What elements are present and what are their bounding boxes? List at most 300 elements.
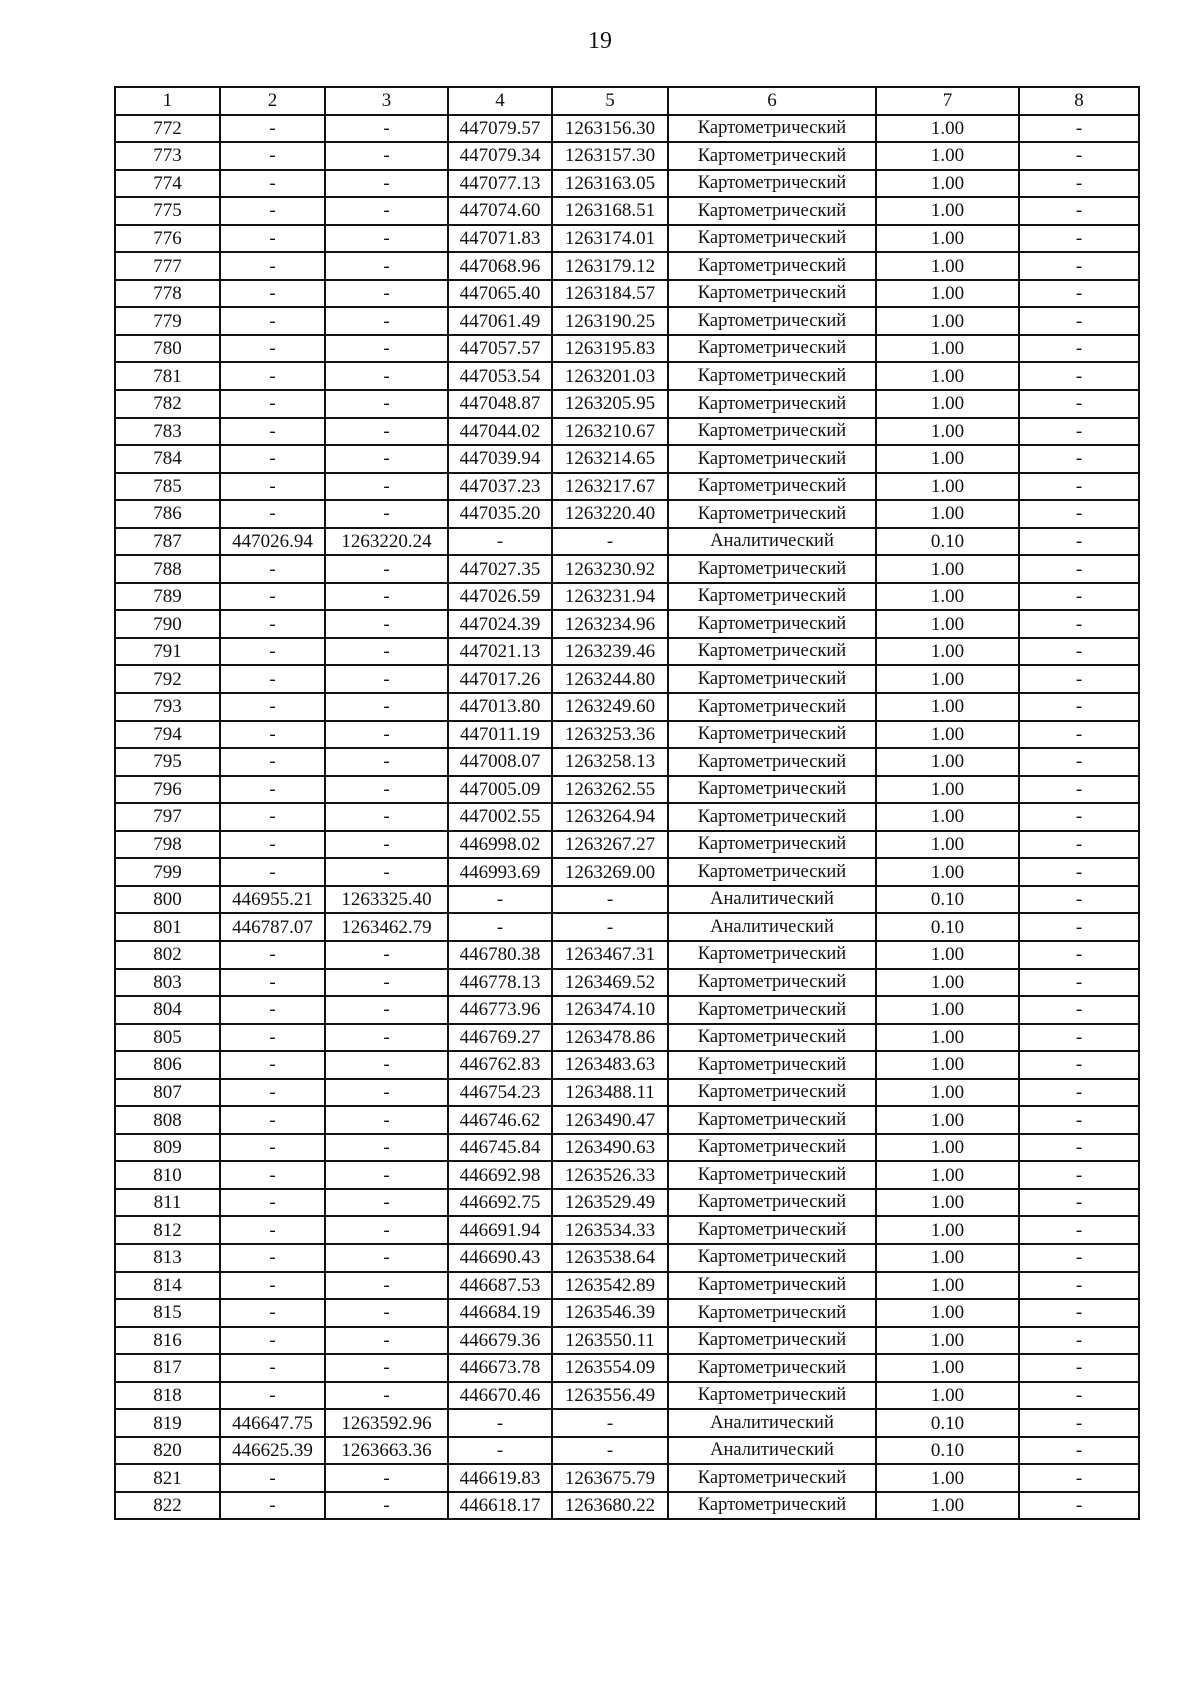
y-carto-cell: 1263490.47 bbox=[552, 1106, 668, 1134]
x-cell: 447026.94 bbox=[220, 528, 325, 556]
x-carto-cell: 447008.07 bbox=[448, 748, 552, 776]
accuracy-cell: 1.00 bbox=[876, 170, 1019, 198]
x-cell: - bbox=[220, 1244, 325, 1272]
x-cell: - bbox=[220, 1272, 325, 1300]
note-cell: - bbox=[1019, 610, 1139, 638]
accuracy-cell: 1.00 bbox=[876, 1134, 1019, 1162]
y-carto-cell: 1263529.49 bbox=[552, 1189, 668, 1217]
table-row bbox=[115, 252, 1139, 280]
accuracy-cell: 1.00 bbox=[876, 1024, 1019, 1052]
note-cell: - bbox=[1019, 528, 1139, 556]
note-cell: - bbox=[1019, 362, 1139, 390]
method-cell: Картометрический bbox=[668, 142, 876, 170]
accuracy-cell: 0.10 bbox=[876, 1409, 1019, 1437]
header-cell: 1 bbox=[115, 87, 220, 115]
x-carto-cell: - bbox=[448, 1437, 552, 1465]
note-cell: - bbox=[1019, 1464, 1139, 1492]
x-cell: - bbox=[220, 1299, 325, 1327]
method-cell: Картометрический bbox=[668, 1024, 876, 1052]
x-carto-cell: 446998.02 bbox=[448, 831, 552, 859]
x-cell: - bbox=[220, 362, 325, 390]
y-cell: - bbox=[325, 1244, 448, 1272]
note-cell: - bbox=[1019, 941, 1139, 969]
method-cell: Картометрический bbox=[668, 748, 876, 776]
x-carto-cell: 446993.69 bbox=[448, 858, 552, 886]
point-number-cell: 800 bbox=[115, 886, 220, 914]
y-carto-cell: 1263550.11 bbox=[552, 1327, 668, 1355]
point-number-cell: 784 bbox=[115, 445, 220, 473]
accuracy-cell: 1.00 bbox=[876, 748, 1019, 776]
y-carto-cell: 1263195.83 bbox=[552, 335, 668, 363]
point-number-cell: 775 bbox=[115, 197, 220, 225]
x-cell: - bbox=[220, 418, 325, 446]
y-carto-cell: 1263214.65 bbox=[552, 445, 668, 473]
table-row bbox=[115, 528, 1139, 556]
note-cell: - bbox=[1019, 390, 1139, 418]
note-cell: - bbox=[1019, 1354, 1139, 1382]
point-number-cell: 810 bbox=[115, 1161, 220, 1189]
y-carto-cell: - bbox=[552, 913, 668, 941]
x-cell: - bbox=[220, 335, 325, 363]
y-carto-cell: 1263201.03 bbox=[552, 362, 668, 390]
y-carto-cell: 1263244.80 bbox=[552, 665, 668, 693]
note-cell: - bbox=[1019, 1216, 1139, 1244]
y-cell: - bbox=[325, 418, 448, 446]
y-cell: - bbox=[325, 280, 448, 308]
table-row bbox=[115, 1161, 1139, 1189]
point-number-cell: 783 bbox=[115, 418, 220, 446]
x-carto-cell: 447074.60 bbox=[448, 197, 552, 225]
table-row bbox=[115, 280, 1139, 308]
x-carto-cell: 446745.84 bbox=[448, 1134, 552, 1162]
accuracy-cell: 1.00 bbox=[876, 115, 1019, 143]
x-cell: - bbox=[220, 555, 325, 583]
table-row bbox=[115, 142, 1139, 170]
method-cell: Картометрический bbox=[668, 473, 876, 501]
x-cell: - bbox=[220, 969, 325, 997]
method-cell: Картометрический bbox=[668, 280, 876, 308]
y-carto-cell: 1263490.63 bbox=[552, 1134, 668, 1162]
method-cell: Картометрический bbox=[668, 1382, 876, 1410]
accuracy-cell: 1.00 bbox=[876, 721, 1019, 749]
x-cell: - bbox=[220, 115, 325, 143]
table-row bbox=[115, 886, 1139, 914]
method-cell: Картометрический bbox=[668, 1244, 876, 1272]
y-cell: - bbox=[325, 1079, 448, 1107]
x-carto-cell: 446773.96 bbox=[448, 996, 552, 1024]
method-cell: Картометрический bbox=[668, 418, 876, 446]
y-carto-cell: - bbox=[552, 1409, 668, 1437]
point-number-cell: 802 bbox=[115, 941, 220, 969]
x-carto-cell: 447079.57 bbox=[448, 115, 552, 143]
method-cell: Картометрический bbox=[668, 1106, 876, 1134]
point-number-cell: 779 bbox=[115, 307, 220, 335]
table-row bbox=[115, 1382, 1139, 1410]
x-cell: - bbox=[220, 1106, 325, 1134]
method-cell: Аналитический bbox=[668, 1437, 876, 1465]
table-row bbox=[115, 225, 1139, 253]
point-number-cell: 803 bbox=[115, 969, 220, 997]
point-number-cell: 782 bbox=[115, 390, 220, 418]
y-cell: - bbox=[325, 1272, 448, 1300]
x-cell: - bbox=[220, 858, 325, 886]
table-row bbox=[115, 418, 1139, 446]
point-number-cell: 806 bbox=[115, 1051, 220, 1079]
x-cell: - bbox=[220, 500, 325, 528]
y-cell: - bbox=[325, 473, 448, 501]
accuracy-cell: 1.00 bbox=[876, 1492, 1019, 1520]
x-cell: - bbox=[220, 638, 325, 666]
note-cell: - bbox=[1019, 1106, 1139, 1134]
note-cell: - bbox=[1019, 252, 1139, 280]
note-cell: - bbox=[1019, 858, 1139, 886]
note-cell: - bbox=[1019, 1327, 1139, 1355]
method-cell: Картометрический bbox=[668, 1492, 876, 1520]
note-cell: - bbox=[1019, 583, 1139, 611]
y-cell: - bbox=[325, 555, 448, 583]
accuracy-cell: 1.00 bbox=[876, 1161, 1019, 1189]
table-row bbox=[115, 445, 1139, 473]
accuracy-cell: 0.10 bbox=[876, 886, 1019, 914]
header-cell: 8 bbox=[1019, 87, 1139, 115]
y-carto-cell: 1263239.46 bbox=[552, 638, 668, 666]
accuracy-cell: 1.00 bbox=[876, 1327, 1019, 1355]
x-carto-cell: 447044.02 bbox=[448, 418, 552, 446]
x-cell: - bbox=[220, 693, 325, 721]
header-cell: 6 bbox=[668, 87, 876, 115]
note-cell: - bbox=[1019, 142, 1139, 170]
x-carto-cell: 447071.83 bbox=[448, 225, 552, 253]
x-carto-cell: 447053.54 bbox=[448, 362, 552, 390]
method-cell: Картометрический bbox=[668, 1464, 876, 1492]
table-row bbox=[115, 1464, 1139, 1492]
accuracy-cell: 1.00 bbox=[876, 803, 1019, 831]
point-number-cell: 819 bbox=[115, 1409, 220, 1437]
note-cell: - bbox=[1019, 803, 1139, 831]
x-cell: - bbox=[220, 1464, 325, 1492]
point-number-cell: 815 bbox=[115, 1299, 220, 1327]
y-cell: - bbox=[325, 721, 448, 749]
note-cell: - bbox=[1019, 831, 1139, 859]
table-row bbox=[115, 803, 1139, 831]
table-row bbox=[115, 913, 1139, 941]
header-cell: 4 bbox=[448, 87, 552, 115]
point-number-cell: 797 bbox=[115, 803, 220, 831]
x-carto-cell: 447048.87 bbox=[448, 390, 552, 418]
method-cell: Картометрический bbox=[668, 390, 876, 418]
table-row bbox=[115, 638, 1139, 666]
note-cell: - bbox=[1019, 886, 1139, 914]
note-cell: - bbox=[1019, 1272, 1139, 1300]
accuracy-cell: 1.00 bbox=[876, 335, 1019, 363]
note-cell: - bbox=[1019, 335, 1139, 363]
x-cell: - bbox=[220, 142, 325, 170]
accuracy-cell: 1.00 bbox=[876, 362, 1019, 390]
note-cell: - bbox=[1019, 996, 1139, 1024]
point-number-cell: 816 bbox=[115, 1327, 220, 1355]
point-number-cell: 795 bbox=[115, 748, 220, 776]
method-cell: Картометрический bbox=[668, 693, 876, 721]
x-cell: - bbox=[220, 390, 325, 418]
point-number-cell: 786 bbox=[115, 500, 220, 528]
x-cell: - bbox=[220, 1382, 325, 1410]
x-carto-cell: 446673.78 bbox=[448, 1354, 552, 1382]
accuracy-cell: 1.00 bbox=[876, 1299, 1019, 1327]
note-cell: - bbox=[1019, 1079, 1139, 1107]
table-row bbox=[115, 1299, 1139, 1327]
table-row bbox=[115, 1492, 1139, 1520]
table-row bbox=[115, 170, 1139, 198]
x-carto-cell: 447005.09 bbox=[448, 776, 552, 804]
accuracy-cell: 1.00 bbox=[876, 280, 1019, 308]
point-number-cell: 792 bbox=[115, 665, 220, 693]
method-cell: Картометрический bbox=[668, 1161, 876, 1189]
x-carto-cell: 447002.55 bbox=[448, 803, 552, 831]
accuracy-cell: 1.00 bbox=[876, 500, 1019, 528]
y-carto-cell: 1263230.92 bbox=[552, 555, 668, 583]
y-carto-cell: 1263534.33 bbox=[552, 1216, 668, 1244]
note-cell: - bbox=[1019, 913, 1139, 941]
accuracy-cell: 1.00 bbox=[876, 583, 1019, 611]
method-cell: Аналитический bbox=[668, 528, 876, 556]
y-carto-cell: 1263157.30 bbox=[552, 142, 668, 170]
table-row bbox=[115, 500, 1139, 528]
y-carto-cell: 1263168.51 bbox=[552, 197, 668, 225]
y-carto-cell: 1263554.09 bbox=[552, 1354, 668, 1382]
accuracy-cell: 1.00 bbox=[876, 418, 1019, 446]
y-carto-cell: 1263264.94 bbox=[552, 803, 668, 831]
x-carto-cell: 446691.94 bbox=[448, 1216, 552, 1244]
note-cell: - bbox=[1019, 197, 1139, 225]
y-cell: - bbox=[325, 1299, 448, 1327]
accuracy-cell: 0.10 bbox=[876, 528, 1019, 556]
y-cell: - bbox=[325, 803, 448, 831]
x-cell: - bbox=[220, 1216, 325, 1244]
note-cell: - bbox=[1019, 500, 1139, 528]
x-carto-cell: 446619.83 bbox=[448, 1464, 552, 1492]
table-header-row bbox=[115, 87, 1139, 115]
method-cell: Картометрический bbox=[668, 1327, 876, 1355]
table-row bbox=[115, 1134, 1139, 1162]
y-carto-cell: 1263546.39 bbox=[552, 1299, 668, 1327]
x-carto-cell: 447021.13 bbox=[448, 638, 552, 666]
table-row bbox=[115, 1409, 1139, 1437]
point-number-cell: 808 bbox=[115, 1106, 220, 1134]
note-cell: - bbox=[1019, 1437, 1139, 1465]
method-cell: Картометрический bbox=[668, 831, 876, 859]
accuracy-cell: 1.00 bbox=[876, 445, 1019, 473]
y-carto-cell: 1263680.22 bbox=[552, 1492, 668, 1520]
y-carto-cell: 1263174.01 bbox=[552, 225, 668, 253]
note-cell: - bbox=[1019, 1382, 1139, 1410]
point-number-cell: 812 bbox=[115, 1216, 220, 1244]
y-carto-cell: 1263469.52 bbox=[552, 969, 668, 997]
accuracy-cell: 1.00 bbox=[876, 473, 1019, 501]
point-number-cell: 813 bbox=[115, 1244, 220, 1272]
point-number-cell: 777 bbox=[115, 252, 220, 280]
accuracy-cell: 1.00 bbox=[876, 996, 1019, 1024]
table-row bbox=[115, 1189, 1139, 1217]
y-carto-cell: 1263249.60 bbox=[552, 693, 668, 721]
y-carto-cell: 1263538.64 bbox=[552, 1244, 668, 1272]
y-cell: - bbox=[325, 831, 448, 859]
x-carto-cell: 446679.36 bbox=[448, 1327, 552, 1355]
method-cell: Картометрический bbox=[668, 776, 876, 804]
accuracy-cell: 1.00 bbox=[876, 1382, 1019, 1410]
point-number-cell: 799 bbox=[115, 858, 220, 886]
y-carto-cell: 1263217.67 bbox=[552, 473, 668, 501]
accuracy-cell: 1.00 bbox=[876, 1189, 1019, 1217]
x-cell: - bbox=[220, 252, 325, 280]
x-carto-cell: 446670.46 bbox=[448, 1382, 552, 1410]
table-row bbox=[115, 473, 1139, 501]
y-cell: - bbox=[325, 1024, 448, 1052]
x-carto-cell: 446780.38 bbox=[448, 941, 552, 969]
y-carto-cell: 1263258.13 bbox=[552, 748, 668, 776]
point-number-cell: 804 bbox=[115, 996, 220, 1024]
y-cell: 1263663.36 bbox=[325, 1437, 448, 1465]
y-carto-cell: - bbox=[552, 1437, 668, 1465]
point-number-cell: 809 bbox=[115, 1134, 220, 1162]
note-cell: - bbox=[1019, 225, 1139, 253]
point-number-cell: 785 bbox=[115, 473, 220, 501]
note-cell: - bbox=[1019, 638, 1139, 666]
method-cell: Картометрический bbox=[668, 996, 876, 1024]
y-carto-cell: 1263483.63 bbox=[552, 1051, 668, 1079]
table-row bbox=[115, 941, 1139, 969]
table-row bbox=[115, 1272, 1139, 1300]
accuracy-cell: 1.00 bbox=[876, 665, 1019, 693]
point-number-cell: 811 bbox=[115, 1189, 220, 1217]
y-carto-cell: - bbox=[552, 886, 668, 914]
note-cell: - bbox=[1019, 1024, 1139, 1052]
note-cell: - bbox=[1019, 1161, 1139, 1189]
table-row bbox=[115, 1327, 1139, 1355]
accuracy-cell: 1.00 bbox=[876, 1464, 1019, 1492]
y-cell: - bbox=[325, 390, 448, 418]
table-row bbox=[115, 693, 1139, 721]
y-cell: - bbox=[325, 197, 448, 225]
method-cell: Картометрический bbox=[668, 500, 876, 528]
y-cell: - bbox=[325, 307, 448, 335]
y-cell: - bbox=[325, 776, 448, 804]
table-row bbox=[115, 335, 1139, 363]
accuracy-cell: 1.00 bbox=[876, 197, 1019, 225]
accuracy-cell: 1.00 bbox=[876, 1272, 1019, 1300]
y-cell: - bbox=[325, 665, 448, 693]
method-cell: Картометрический bbox=[668, 362, 876, 390]
y-carto-cell: 1263220.40 bbox=[552, 500, 668, 528]
y-cell: - bbox=[325, 1161, 448, 1189]
x-cell: - bbox=[220, 610, 325, 638]
y-cell: - bbox=[325, 1354, 448, 1382]
point-number-cell: 820 bbox=[115, 1437, 220, 1465]
y-carto-cell: 1263163.05 bbox=[552, 170, 668, 198]
table-row bbox=[115, 858, 1139, 886]
x-cell: - bbox=[220, 225, 325, 253]
method-cell: Картометрический bbox=[668, 115, 876, 143]
accuracy-cell: 1.00 bbox=[876, 142, 1019, 170]
accuracy-cell: 1.00 bbox=[876, 390, 1019, 418]
header-cell: 2 bbox=[220, 87, 325, 115]
x-cell: - bbox=[220, 1492, 325, 1520]
y-carto-cell: 1263556.49 bbox=[552, 1382, 668, 1410]
table-row bbox=[115, 1216, 1139, 1244]
y-carto-cell: 1263190.25 bbox=[552, 307, 668, 335]
y-cell: - bbox=[325, 1382, 448, 1410]
method-cell: Аналитический bbox=[668, 886, 876, 914]
y-cell: - bbox=[325, 252, 448, 280]
point-number-cell: 790 bbox=[115, 610, 220, 638]
x-carto-cell: 446778.13 bbox=[448, 969, 552, 997]
note-cell: - bbox=[1019, 170, 1139, 198]
x-carto-cell: 447061.49 bbox=[448, 307, 552, 335]
page-number: 19 bbox=[588, 28, 612, 54]
accuracy-cell: 1.00 bbox=[876, 693, 1019, 721]
point-number-cell: 772 bbox=[115, 115, 220, 143]
method-cell: Картометрический bbox=[668, 610, 876, 638]
x-carto-cell: 447065.40 bbox=[448, 280, 552, 308]
x-carto-cell: 447079.34 bbox=[448, 142, 552, 170]
x-cell: 446787.07 bbox=[220, 913, 325, 941]
note-cell: - bbox=[1019, 418, 1139, 446]
y-cell: - bbox=[325, 996, 448, 1024]
method-cell: Картометрический bbox=[668, 803, 876, 831]
note-cell: - bbox=[1019, 473, 1139, 501]
point-number-cell: 789 bbox=[115, 583, 220, 611]
x-cell: - bbox=[220, 721, 325, 749]
note-cell: - bbox=[1019, 555, 1139, 583]
x-cell: - bbox=[220, 803, 325, 831]
note-cell: - bbox=[1019, 1299, 1139, 1327]
table-row bbox=[115, 1051, 1139, 1079]
accuracy-cell: 1.00 bbox=[876, 252, 1019, 280]
point-number-cell: 773 bbox=[115, 142, 220, 170]
y-cell: - bbox=[325, 1051, 448, 1079]
x-carto-cell: 447027.35 bbox=[448, 555, 552, 583]
y-carto-cell: - bbox=[552, 528, 668, 556]
point-number-cell: 791 bbox=[115, 638, 220, 666]
accuracy-cell: 1.00 bbox=[876, 225, 1019, 253]
point-number-cell: 781 bbox=[115, 362, 220, 390]
x-cell: - bbox=[220, 473, 325, 501]
y-cell: - bbox=[325, 335, 448, 363]
y-cell: - bbox=[325, 1189, 448, 1217]
y-carto-cell: 1263675.79 bbox=[552, 1464, 668, 1492]
accuracy-cell: 1.00 bbox=[876, 307, 1019, 335]
point-number-cell: 814 bbox=[115, 1272, 220, 1300]
x-carto-cell: 446746.62 bbox=[448, 1106, 552, 1134]
y-cell: - bbox=[325, 610, 448, 638]
x-cell: - bbox=[220, 1354, 325, 1382]
x-carto-cell: 447068.96 bbox=[448, 252, 552, 280]
method-cell: Картометрический bbox=[668, 307, 876, 335]
method-cell: Картометрический bbox=[668, 252, 876, 280]
y-carto-cell: 1263231.94 bbox=[552, 583, 668, 611]
note-cell: - bbox=[1019, 1492, 1139, 1520]
y-cell: - bbox=[325, 941, 448, 969]
point-number-cell: 778 bbox=[115, 280, 220, 308]
y-cell: 1263462.79 bbox=[325, 913, 448, 941]
method-cell: Картометрический bbox=[668, 445, 876, 473]
x-cell: - bbox=[220, 1079, 325, 1107]
y-carto-cell: 1263474.10 bbox=[552, 996, 668, 1024]
table-row bbox=[115, 721, 1139, 749]
x-cell: - bbox=[220, 1051, 325, 1079]
note-cell: - bbox=[1019, 693, 1139, 721]
x-cell: - bbox=[220, 170, 325, 198]
point-number-cell: 776 bbox=[115, 225, 220, 253]
